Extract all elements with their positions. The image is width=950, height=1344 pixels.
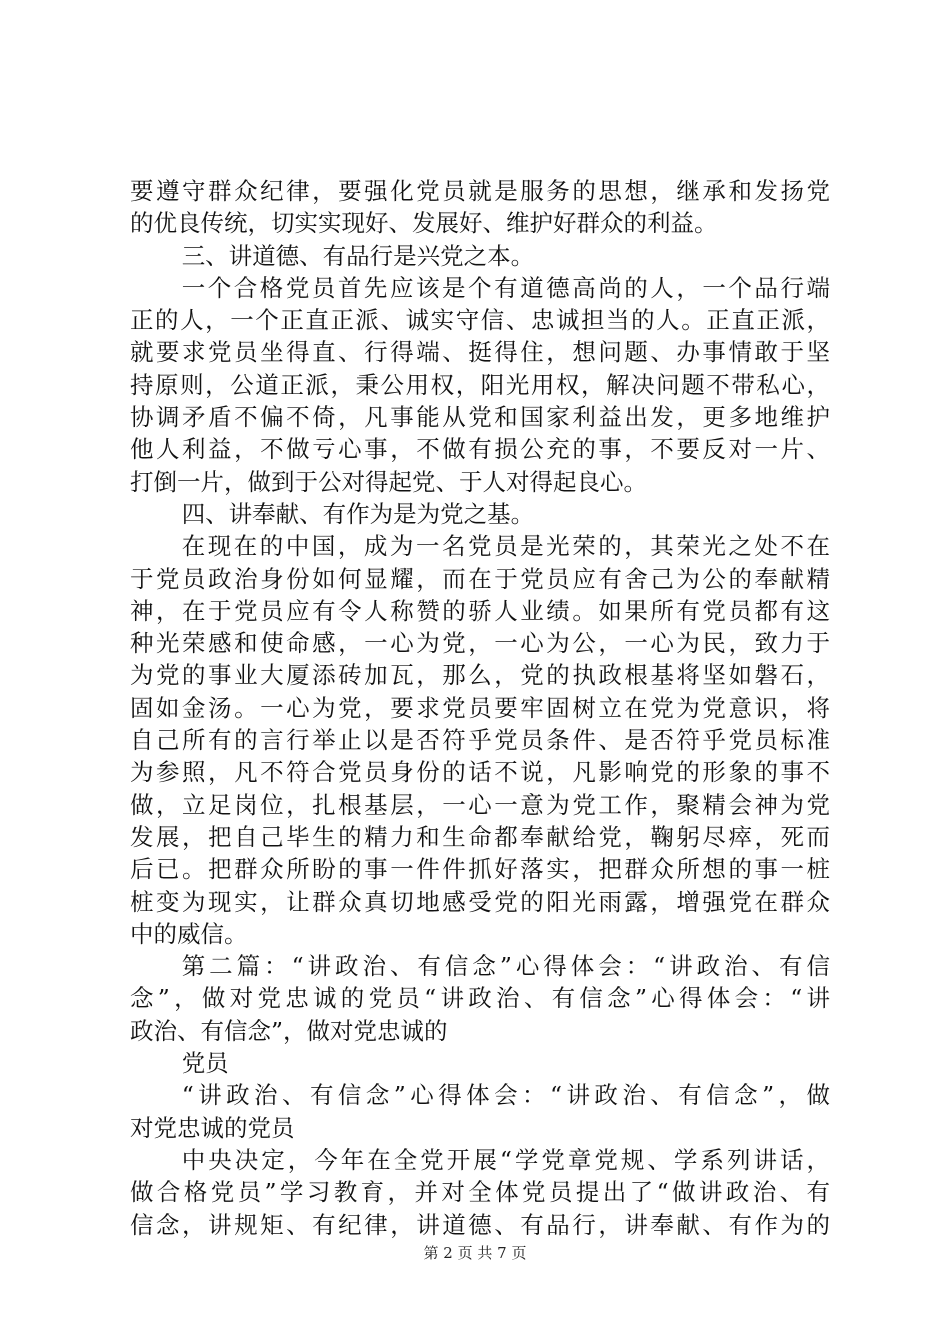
text-line: 念”，做对党忠诚的党员“讲政治、有信念”心得体会：“讲 bbox=[130, 984, 830, 1013]
text-line: 种光荣感和使命感，一心为党，一心为公，一心为民，致力于 bbox=[130, 629, 830, 658]
text-line: 政治、有信念”，做对党忠诚的 bbox=[130, 1016, 448, 1045]
text-line: 正的人，一个正直正派、诚实守信、忠诚担当的人。正直正派， bbox=[130, 306, 830, 335]
page-footer bbox=[0, 1242, 950, 1263]
text-line: 发展，把自己毕生的精力和生命都奉献给党，鞠躬尽瘁，死而 bbox=[130, 822, 830, 851]
text-line: 桩变为现实，让群众真切地感受党的阳光雨露，增强党在群众 bbox=[130, 887, 830, 916]
text-line: 对党忠诚的党员 bbox=[130, 1113, 295, 1142]
text-line: 做，立足岗位，扎根基层，一心一意为党工作，聚精会神为党 bbox=[130, 790, 830, 819]
text-line: 做合格党员”学习教育，并对全体党员提出了“做讲政治、有 bbox=[130, 1178, 830, 1207]
text-line: 为党的事业大厦添砖加瓦，那么，党的执政根基将坚如磐石， bbox=[130, 661, 830, 690]
text-line: 在现在的中国，成为一名党员是光荣的，其荣光之处不在 bbox=[181, 532, 830, 561]
text-line: 持原则，公道正派，秉公用权，阳光用权，解决问题不带私心， bbox=[130, 370, 830, 399]
page-number-label: 第 2 页 共 7 页 bbox=[423, 1244, 527, 1262]
text-line: 固如金汤。一心为党，要求党员要牢固树立在党为党意识，将 bbox=[130, 693, 830, 722]
text-line: 要遵守群众纪律，要强化党员就是服务的思想，继承和发扬党 bbox=[130, 177, 830, 205]
text-line: 后已。把群众所盼的事一件件抓好落实，把群众所想的事一桩 bbox=[130, 855, 830, 884]
text-line: 第二篇：“讲政治、有信念”心得体会：“讲政治、有信 bbox=[181, 952, 830, 981]
text-line: 中央决定，今年在全党开展“学党章党规、学系列讲话， bbox=[181, 1145, 830, 1174]
text-line: 中的威信。 bbox=[130, 919, 248, 948]
text-line: 协调矛盾不偏不倚，凡事能从党和国家利益出发，更多地维护 bbox=[130, 403, 830, 432]
document-body bbox=[130, 175, 830, 1241]
text-line: 自己所有的言行举止以是否符乎党员条件、是否符乎党员标准 bbox=[130, 726, 830, 755]
text-line: 三、讲道德、有品行是兴党之本。 bbox=[181, 241, 535, 270]
text-line: 于党员政治身份如何显耀，而在于党员应有舍己为公的奉献精 bbox=[130, 564, 830, 593]
text-line: 他人利益，不做亏心事，不做有损公充的事，不要反对一片、 bbox=[130, 435, 830, 464]
text-line: “讲政治、有信念”心得体会：“讲政治、有信念”，做 bbox=[181, 1081, 830, 1110]
text-line: 打倒一片，做到于公对得起党、于人对得起良心。 bbox=[130, 467, 647, 496]
text-line: 为参照，凡不符合党员身份的话不说，凡影响党的形象的事不 bbox=[130, 758, 830, 787]
text-line: 神，在于党员应有令人称赞的骄人业绩。如果所有党员都有这 bbox=[130, 596, 830, 625]
text-line: 四、讲奉献、有作为是为党之基。 bbox=[181, 499, 535, 528]
text-line: 一个合格党员首先应该是个有道德高尚的人，一个品行端 bbox=[181, 273, 830, 302]
text-line: 信念，讲规矩、有纪律，讲道德、有品行，讲奉献、有作为的 bbox=[130, 1210, 830, 1239]
text-line: 就要求党员坐得直、行得端、挺得住，想问题、办事情敢于坚 bbox=[130, 338, 830, 367]
text-line: 党员 bbox=[181, 1049, 229, 1078]
text-line: 的优良传统，切实实现好、发展好、维护好群众的利益。 bbox=[130, 209, 718, 238]
